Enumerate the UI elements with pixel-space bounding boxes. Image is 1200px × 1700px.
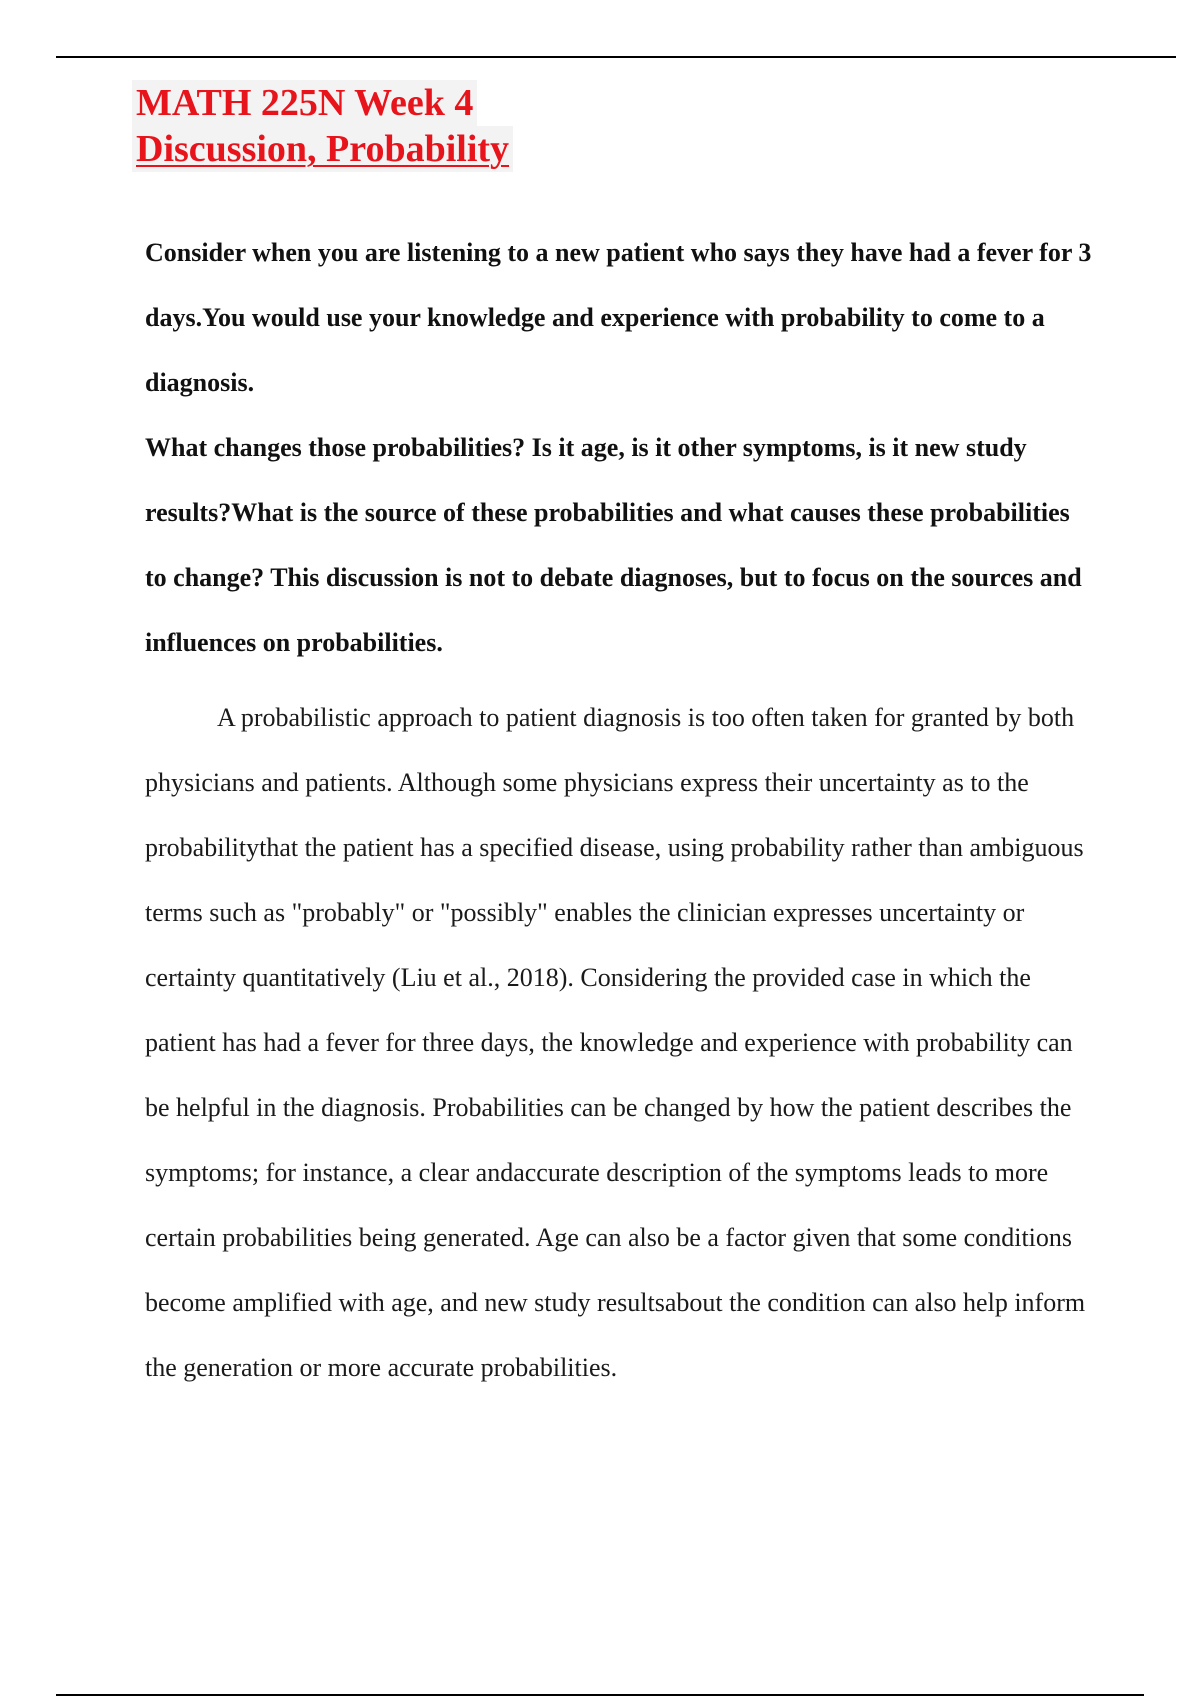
prompt-paragraph-1: Consider when you are listening to a new patient who says they have had a fever for 3 days.You would use your knowledge and experience with probability to come to a diagnosis.: [145, 238, 1092, 397]
discussion-prompt: [145, 220, 1095, 675]
prompt-paragraph-2: What changes those probabilities? Is it age, is it other symptoms, is it new study results?What is the source of these probabilities and what causes these probabilities to change? This discussion is not to debate diagnoses, but to focus on the sources and influences on probabilities.: [145, 433, 1082, 657]
title-line-1: MATH 225N Week 4: [132, 80, 477, 126]
answer-paragraph: A probabilistic approach to patient diagnosis is too often taken for granted by both physicians and patients. Although some physicians express their uncertainty as to the probabilitythat the patient has a specified disease, using probability rather than ambiguous terms such as "probably" or "possibly" enables the clinician expresses uncertainty or certainty quantitatively (Liu et al., 2018). Considering the provided case in which the patient has had a fever for three days, the knowledge and experience with probability can be helpful in the diagnosis. Probabilities can be changed by how the patient describes the symptoms; for instance, a clear andaccurate description of the symptoms leads to more certain probabilities being generated. Age can also be a factor given that some conditions become amplified with age, and new study resultsabout the condition can also help inform the generation or more accurate probabilities.: [145, 703, 1086, 1382]
bottom-rule: [56, 1694, 1144, 1696]
document-title: [132, 80, 513, 172]
top-rule: [56, 56, 1176, 58]
title-line-2: Discussion, Probability: [132, 126, 513, 172]
